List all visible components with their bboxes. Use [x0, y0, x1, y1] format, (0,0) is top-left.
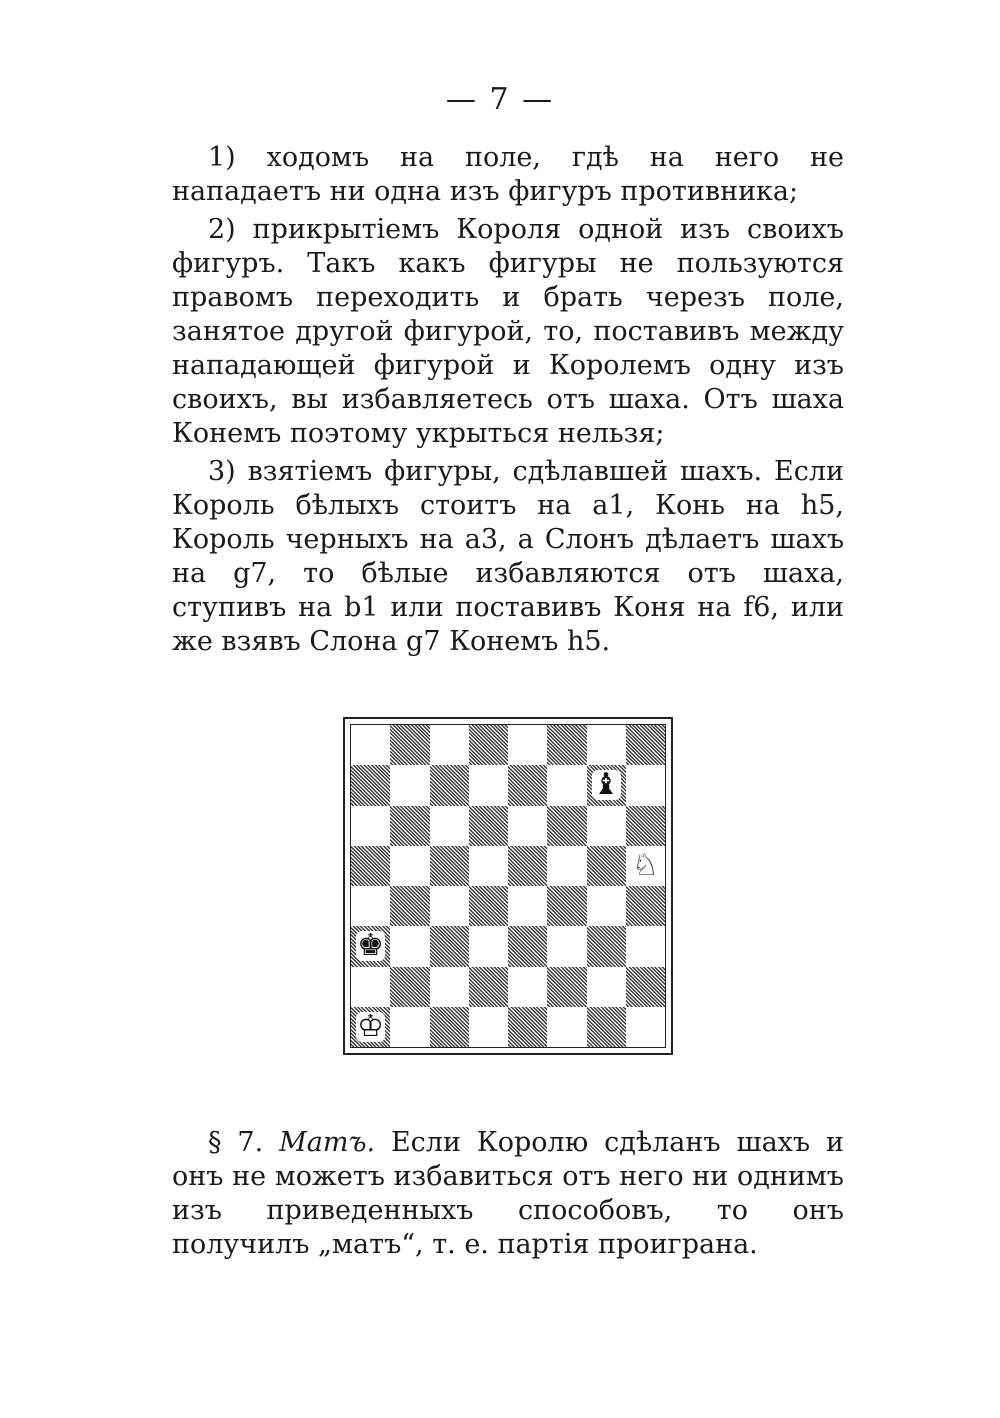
square-b8 — [390, 725, 429, 765]
section-term: Матъ. — [279, 1127, 376, 1158]
square-a8 — [351, 725, 390, 765]
square-e4 — [508, 886, 547, 926]
square-f1 — [547, 1007, 586, 1047]
square-g5 — [587, 846, 626, 886]
square-f6 — [547, 806, 586, 846]
square-b6 — [390, 806, 429, 846]
white-knight-h5: ♘ — [631, 847, 659, 883]
square-f3 — [547, 926, 586, 966]
square-e2 — [508, 967, 547, 1007]
square-a1 — [351, 1007, 390, 1047]
square-e3 — [508, 926, 547, 966]
square-d2 — [469, 967, 508, 1007]
square-e7 — [508, 765, 547, 805]
section-mark: § 7. — [208, 1127, 264, 1158]
square-b3 — [390, 926, 429, 966]
square-a5 — [351, 846, 390, 886]
square-a2 — [351, 967, 390, 1007]
square-a4 — [351, 886, 390, 926]
square-g8 — [587, 725, 626, 765]
page-number: — 7 — — [445, 82, 555, 117]
square-h2 — [626, 967, 665, 1007]
square-h8 — [626, 725, 665, 765]
chess-board — [350, 724, 666, 1048]
black-bishop-g7: ♝ — [592, 767, 620, 803]
square-c6 — [430, 806, 469, 846]
square-d4 — [469, 886, 508, 926]
square-e5 — [508, 846, 547, 886]
square-e6 — [508, 806, 547, 846]
square-b4 — [390, 886, 429, 926]
square-h6 — [626, 806, 665, 846]
square-c4 — [430, 886, 469, 926]
square-f8 — [547, 725, 586, 765]
square-g6 — [587, 806, 626, 846]
black-king-a3: ♚ — [357, 928, 385, 964]
square-a6 — [351, 806, 390, 846]
square-g3 — [587, 926, 626, 966]
paragraph-2: 2) прикрытіемъ Короля одной изъ своихъ фигуръ. Такъ какъ фигуры не пользуются правомъ переходить и брать черезъ поле, занятое другой фигурой, то, поставивъ между нападающей фигурой и Королемъ одну изъ своихъ, вы избавляетесь отъ шаха. Отъ шаха Конемъ поэтому укрыться нельзя; — [172, 214, 844, 449]
square-a3 — [351, 926, 390, 966]
square-c2 — [430, 967, 469, 1007]
square-e1 — [508, 1007, 547, 1047]
square-h5 — [626, 846, 665, 886]
square-d6 — [469, 806, 508, 846]
square-h3 — [626, 926, 665, 966]
square-g7 — [587, 765, 626, 805]
square-g4 — [587, 886, 626, 926]
square-d3 — [469, 926, 508, 966]
square-f5 — [547, 846, 586, 886]
square-b7 — [390, 765, 429, 805]
square-c1 — [430, 1007, 469, 1047]
square-d5 — [469, 846, 508, 886]
paragraph-1: 1) ходомъ на поле, гдѣ на него не нападаетъ ни одна изъ фигуръ противника; — [172, 142, 844, 207]
square-f7 — [547, 765, 586, 805]
square-c8 — [430, 725, 469, 765]
square-b5 — [390, 846, 429, 886]
square-h1 — [626, 1007, 665, 1047]
bottom-text-block — [172, 1126, 844, 1262]
square-c7 — [430, 765, 469, 805]
square-e8 — [508, 725, 547, 765]
square-a7 — [351, 765, 390, 805]
square-d1 — [469, 1007, 508, 1047]
square-d8 — [469, 725, 508, 765]
square-h4 — [626, 886, 665, 926]
square-b1 — [390, 1007, 429, 1047]
square-c3 — [430, 926, 469, 966]
top-text-block — [172, 141, 844, 659]
square-h7 — [626, 765, 665, 805]
square-f4 — [547, 886, 586, 926]
section-7-paragraph — [172, 1126, 844, 1262]
square-g1 — [587, 1007, 626, 1047]
square-g2 — [587, 967, 626, 1007]
section-body: Если Королю сдѣланъ шахъ и онъ не можетъ избавиться отъ него ни однимъ изъ приведенныхъ способовъ, то онъ получилъ „матъ“, т. е. партія проиграна. — [172, 1127, 844, 1260]
square-f2 — [547, 967, 586, 1007]
square-b2 — [390, 967, 429, 1007]
square-d7 — [469, 765, 508, 805]
paragraph-3: 3) взятіемъ фигуры, сдѣлавшей шахъ. Если Король бѣлыхъ стоитъ на a1, Конь на h5, Король черныхъ на a3, а Слонъ дѣлаетъ шахъ на g7, то бѣлые избавляются отъ шаха, ступивъ на b1 или поставивъ Коня на f6, или же взявъ Слона g7 Конемъ h5. — [172, 456, 844, 657]
white-king-a1: ♔ — [357, 1008, 385, 1044]
square-c5 — [430, 846, 469, 886]
chess-diagram — [343, 717, 673, 1055]
